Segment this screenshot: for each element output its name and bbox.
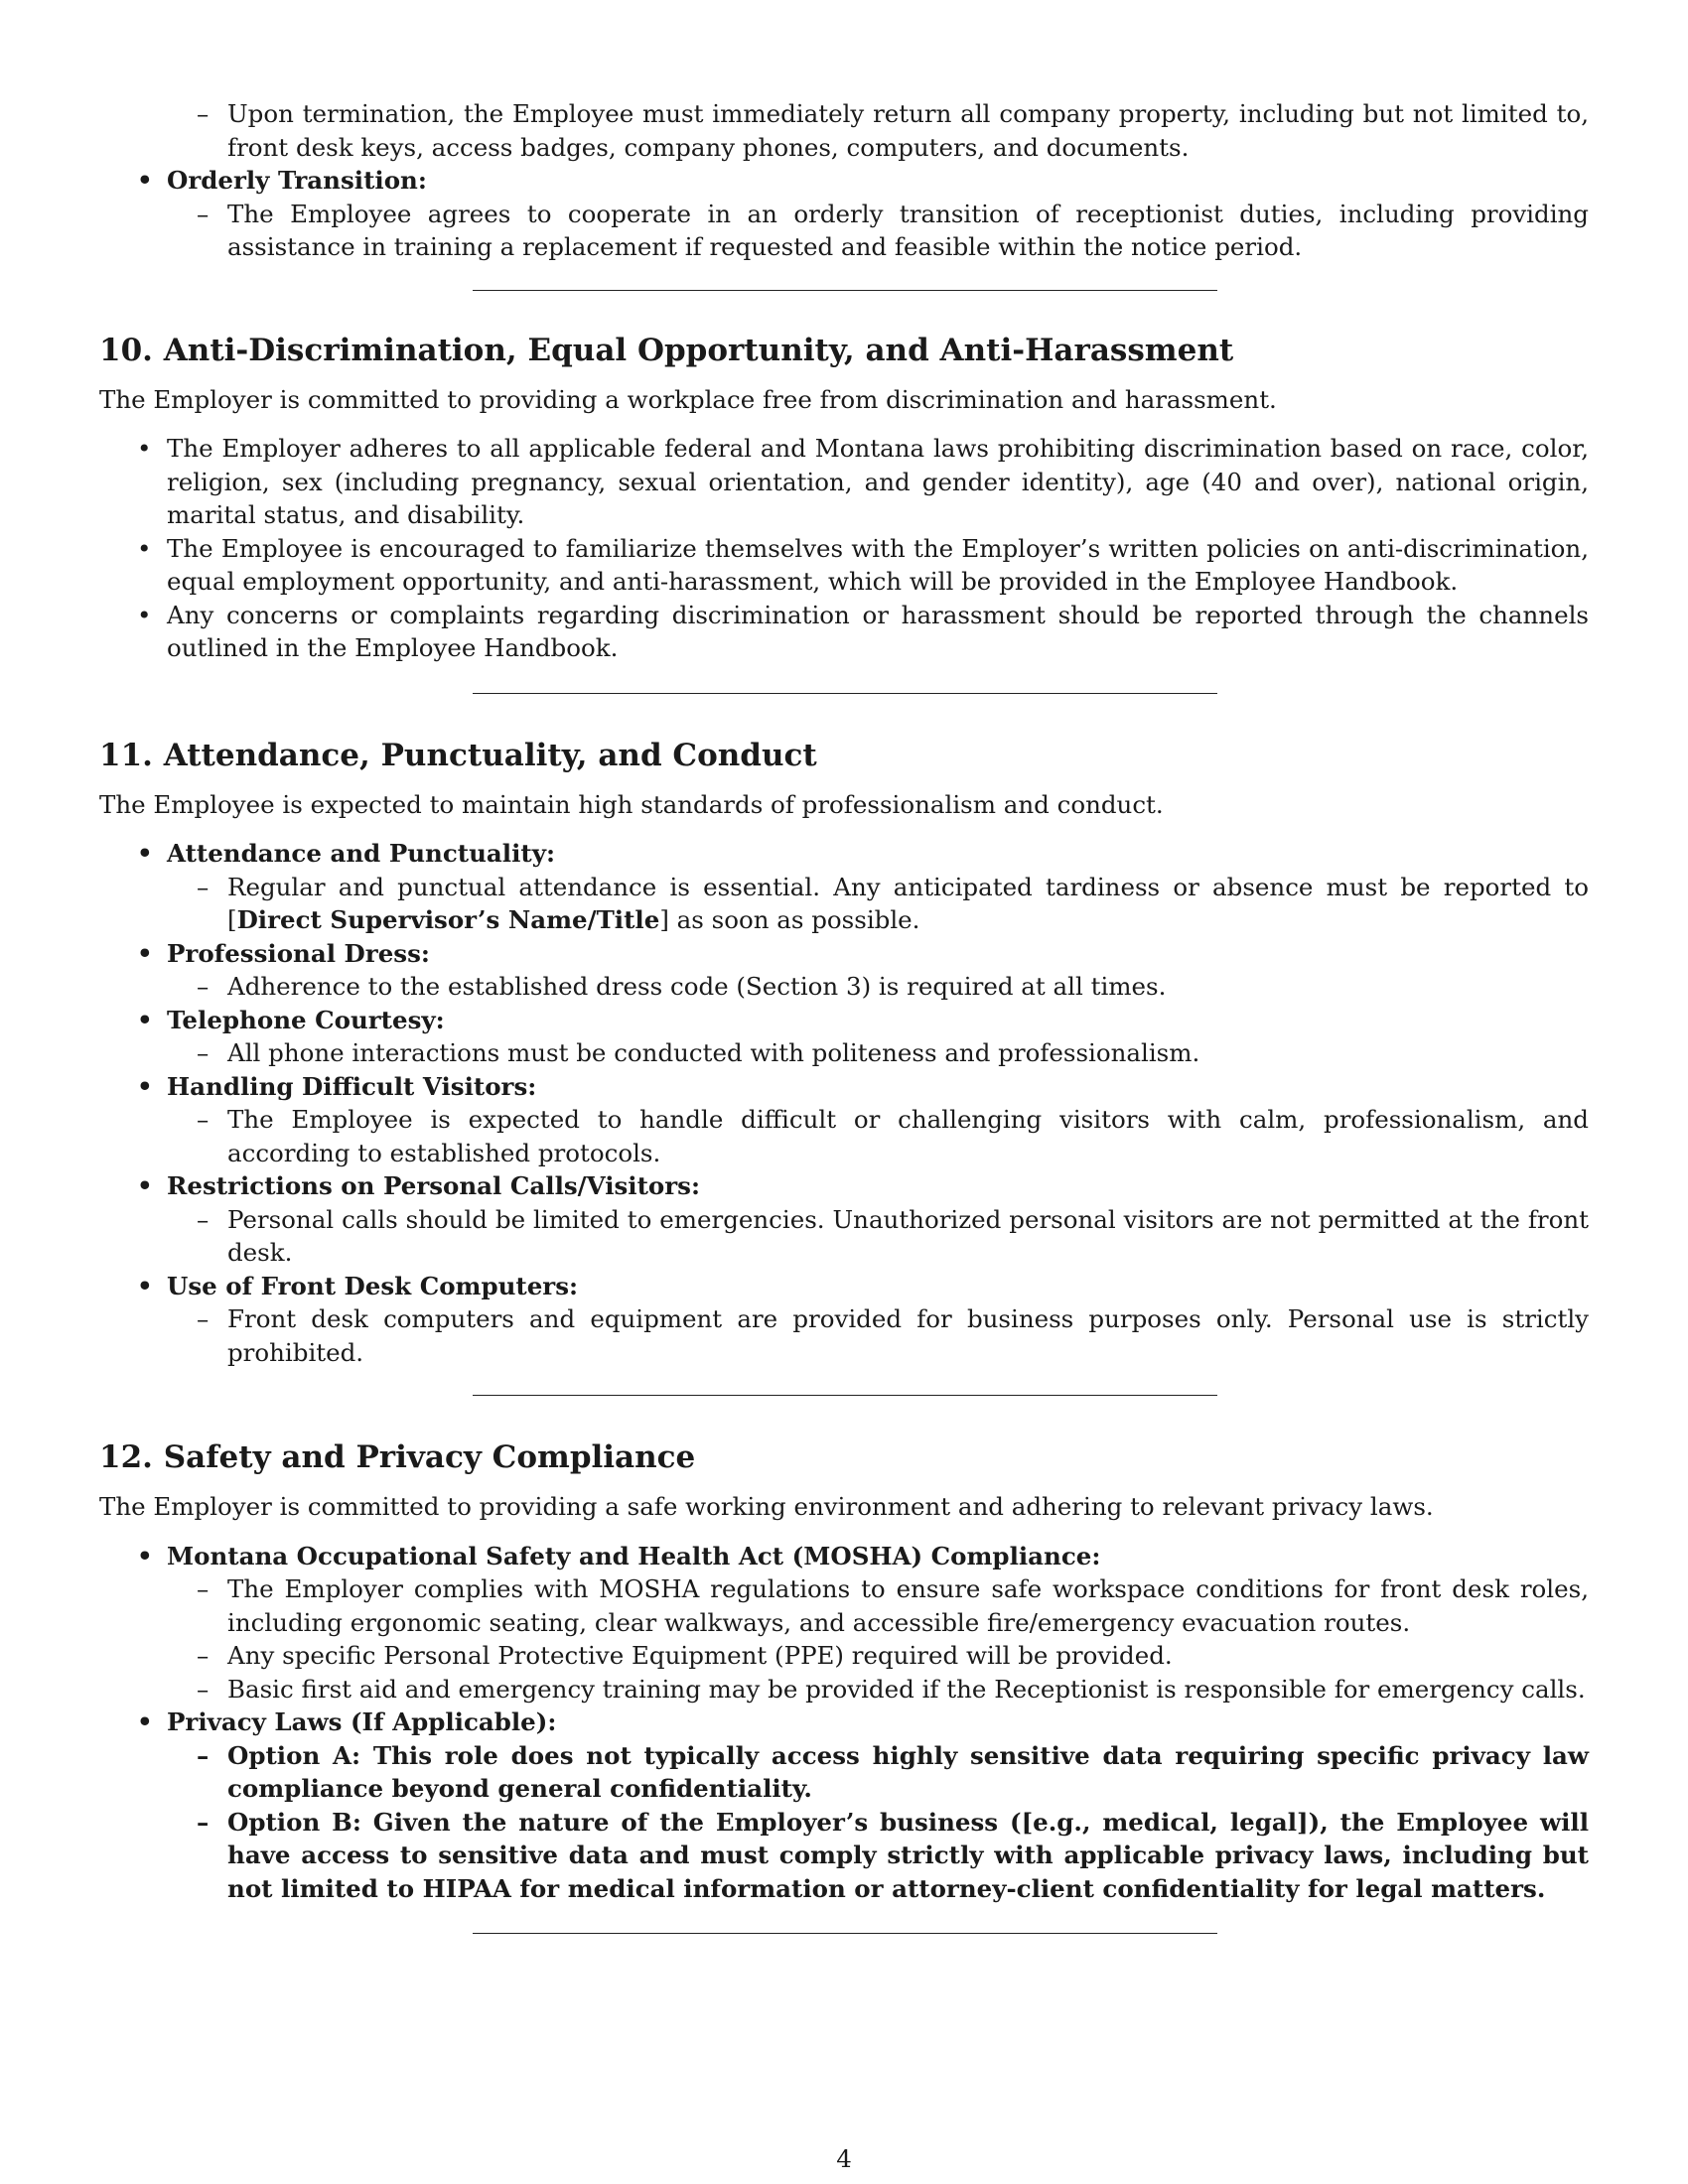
bullet-professional-dress: • Professional Dress: <box>99 937 1589 971</box>
bullet-orderly-transition: • Orderly Transition: <box>99 164 1589 198</box>
bullet-mosha: • Montana Occupational Safety and Health Act (MOSHA) Compliance: <box>99 1540 1589 1573</box>
section-divider <box>473 1395 1217 1396</box>
bullet-telephone-courtesy: • Telephone Courtesy: <box>99 1004 1589 1037</box>
dash-item-option-b: – Option B: Given the nature of the Employer’s business ([e.g., medical, legal]), the Employee will have access to sensitive data and must comply strictly with applicable privacy laws, including but not limited to HIPAA for medical information or attorney-client confidentiality for legal matters. <box>99 1806 1589 1906</box>
bullet-privacy-laws: • Privacy Laws (If Applicable): <box>99 1706 1589 1739</box>
dash-item-return-property: – Upon termination, the Employee must immediately return all company property, including but not limited to, front desk keys, access badges, company phones, computers, and documents. <box>99 97 1589 164</box>
dash-item-attendance <box>99 871 1589 937</box>
section-divider <box>473 693 1217 694</box>
supervisor-placeholder: Direct Supervisor’s Name/Title <box>236 905 660 934</box>
dash-item-telephone-courtesy: – All phone interactions must be conducted with politeness and professionalism. <box>99 1036 1589 1070</box>
bullet-personal-calls: • Restrictions on Personal Calls/Visitors: <box>99 1169 1589 1203</box>
section-divider <box>473 1933 1217 1934</box>
dash-item-mosha-regulations: – The Employer complies with MOSHA regulations to ensure safe workspace conditions for front desk roles, including ergonomic seating, clear walkways, and accessible fire/emergency evacuation routes. <box>99 1572 1589 1639</box>
dash-item-first-aid: – Basic first aid and emergency training may be provided if the Receptionist is responsible for emergency calls. <box>99 1673 1589 1706</box>
page-number: 4 <box>836 2144 852 2173</box>
bullet-attendance: • Attendance and Punctuality: <box>99 837 1589 871</box>
document-page <box>99 97 1589 1934</box>
dash-item-option-a: – Option A: This role does not typically access highly sensitive data requiring specific privacy law compliance beyond general confidentiality. <box>99 1739 1589 1806</box>
bullet-difficult-visitors: • Handling Difficult Visitors: <box>99 1070 1589 1104</box>
bullet-front-desk-computers: • Use of Front Desk Computers: <box>99 1270 1589 1303</box>
dash-item-ppe: – Any specific Personal Protective Equipment (PPE) required will be provided. <box>99 1639 1589 1673</box>
section-12-heading: 12. Safety and Privacy Compliance <box>99 1439 696 1475</box>
section-12-lead: The Employer is committed to providing a safe working environment and adhering to relevant privacy laws. <box>99 1492 1434 1521</box>
section-11-lead: The Employee is expected to maintain high standards of professionalism and conduct. <box>99 789 1164 819</box>
section-10-heading: 10. Anti-Discrimination, Equal Opportunity, and Anti-Harassment <box>99 332 1234 368</box>
section-10-bullet: • Any concerns or complaints regarding discrimination or harassment should be reported through the channels outlined in the Employee Handbook. <box>99 599 1589 665</box>
section-divider <box>473 290 1217 291</box>
attendance-text-pre: Regular and punctual attendance is essential. Any anticipated tardiness or absence must be reported to [ <box>227 872 1589 934</box>
dash-item-orderly-transition: – The Employee agrees to cooperate in an orderly transition of receptionist duties, including providing assistance in training a replacement if requested and feasible within the notice period. <box>99 198 1589 264</box>
dash-item-difficult-visitors: – The Employee is expected to handle difficult or challenging visitors with calm, professionalism, and according to established protocols. <box>99 1103 1589 1169</box>
section-10-bullet: • The Employee is encouraged to familiarize themselves with the Employer’s written policies on anti-discrimination, equal employment opportunity, and anti-harassment, which will be provided in the Employee Handbook. <box>99 532 1589 599</box>
attendance-text-post: ] as soon as possible. <box>659 905 920 934</box>
section-10-bullet: • The Employer adheres to all applicable federal and Montana laws prohibiting discrimination based on race, color, religion, sex (including pregnancy, sexual orientation, and gender identity), age (40 and over), national origin, marital status, and disability. <box>99 432 1589 532</box>
section-11-heading: 11. Attendance, Punctuality, and Conduct <box>99 737 817 773</box>
section-10-lead: The Employer is committed to providing a workplace free from discrimination and harassment. <box>99 384 1277 414</box>
dash-item-personal-calls: – Personal calls should be limited to emergencies. Unauthorized personal visitors are not permitted at the front desk. <box>99 1203 1589 1270</box>
dash-item-front-desk-computers: – Front desk computers and equipment are provided for business purposes only. Personal use is strictly prohibited. <box>99 1302 1589 1369</box>
dash-item-professional-dress: – Adherence to the established dress code (Section 3) is required at all times. <box>99 970 1589 1004</box>
